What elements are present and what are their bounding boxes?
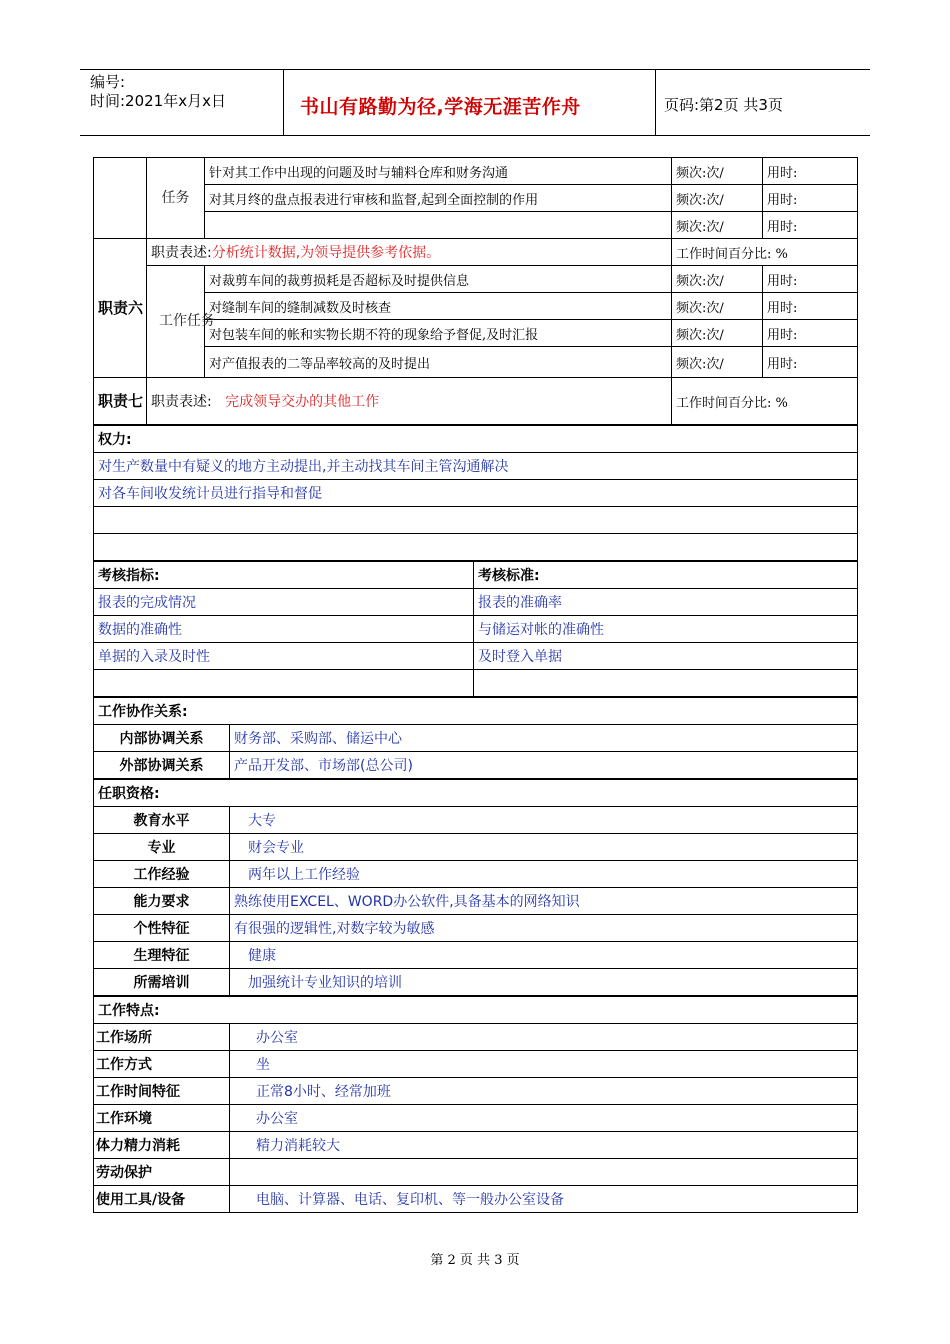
task-text: 对产值报表的二等品率较高的及时提出 bbox=[205, 347, 672, 378]
table-row bbox=[94, 807, 858, 834]
feature-label: 工作时间特征 bbox=[94, 1078, 230, 1105]
duty6-description bbox=[147, 239, 672, 266]
list-item bbox=[94, 507, 858, 534]
assessment-standard-title: 考核标准: bbox=[474, 561, 858, 589]
task-text: 对缝制车间的缝制减数及时核查 bbox=[205, 293, 672, 320]
feature-value bbox=[230, 1159, 858, 1186]
feature-value: 电脑、计算器、电话、复印机、等一般办公室设备 bbox=[230, 1186, 858, 1213]
indicator-cell: 报表的完成情况 bbox=[94, 589, 474, 616]
power-item bbox=[94, 534, 858, 562]
feature-value: 办公室 bbox=[230, 1024, 858, 1051]
header-top-rule bbox=[80, 69, 870, 70]
qualification-value: 熟练使用EXCEL、WORD办公软件,具备基本的网络知识 bbox=[230, 888, 858, 915]
cooperation-title: 工作协作关系: bbox=[94, 697, 858, 725]
feature-value: 精力消耗较大 bbox=[230, 1132, 858, 1159]
doc-number-label: 编号: bbox=[90, 73, 126, 91]
duty-cont-side bbox=[94, 158, 147, 239]
feature-value: 坐 bbox=[230, 1051, 858, 1078]
cooperation-label: 外部协调关系 bbox=[94, 752, 230, 780]
table-row bbox=[94, 1078, 858, 1105]
header-bottom-rule bbox=[80, 135, 870, 136]
time-used-label: 用时: bbox=[763, 347, 858, 378]
duty6-label: 职责六 bbox=[94, 239, 147, 378]
qualification-label: 专业 bbox=[94, 834, 230, 861]
duty-task-row bbox=[94, 266, 858, 293]
table-row bbox=[94, 1159, 858, 1186]
duty-task-row bbox=[94, 212, 858, 239]
feature-label: 工作场所 bbox=[94, 1024, 230, 1051]
feature-label: 工作方式 bbox=[94, 1051, 230, 1078]
time-used-label: 用时: bbox=[763, 266, 858, 293]
table-row bbox=[94, 725, 858, 752]
power-title: 权力: bbox=[94, 425, 858, 453]
table-row bbox=[94, 1132, 858, 1159]
table-row bbox=[94, 1051, 858, 1078]
page-number-label: 页码:第2页 共3页 bbox=[664, 96, 783, 114]
frequency-label: 频次:次/ bbox=[672, 293, 763, 320]
table-row bbox=[94, 1186, 858, 1213]
feature-label: 使用工具/设备 bbox=[94, 1186, 230, 1213]
feature-value: 正常8小时、经常加班 bbox=[230, 1078, 858, 1105]
feature-label: 工作环境 bbox=[94, 1105, 230, 1132]
table-row bbox=[94, 888, 858, 915]
cooperation-value: 产品开发部、市场部(总公司) bbox=[230, 752, 858, 780]
time-used-label: 用时: bbox=[763, 158, 858, 185]
standard-cell: 及时登入单据 bbox=[474, 643, 858, 670]
task-text: 对其月终的盘点报表进行审核和监督,起到全面控制的作用 bbox=[205, 185, 672, 212]
header-divider bbox=[283, 69, 284, 136]
job-description-table bbox=[93, 157, 858, 1213]
frequency-label: 频次:次/ bbox=[672, 266, 763, 293]
table-row bbox=[94, 1024, 858, 1051]
time-used-label: 用时: bbox=[763, 185, 858, 212]
power-item: 对生产数量中有疑义的地方主动提出,并主动找其车间主管沟通解决 bbox=[94, 453, 858, 480]
qualification-label: 教育水平 bbox=[94, 807, 230, 834]
table-row bbox=[94, 752, 858, 780]
header-motto: 书山有路勤为径,学海无涯苦作舟 bbox=[300, 96, 581, 118]
table-row bbox=[94, 589, 858, 616]
table-row bbox=[94, 616, 858, 643]
frequency-label: 频次:次/ bbox=[672, 347, 763, 378]
duty-task-row bbox=[94, 347, 858, 378]
feature-label: 劳动保护 bbox=[94, 1159, 230, 1186]
duty6-description-row bbox=[94, 239, 858, 266]
power-item bbox=[94, 507, 858, 534]
duty7-label: 职责七 bbox=[94, 378, 147, 426]
duty-task-row bbox=[94, 158, 858, 185]
time-used-label: 用时: bbox=[763, 320, 858, 347]
standard-cell: 与储运对帐的准确性 bbox=[474, 616, 858, 643]
qualification-label: 能力要求 bbox=[94, 888, 230, 915]
work-task-label: 工作任务 bbox=[147, 266, 205, 378]
list-item bbox=[94, 534, 858, 562]
description-label: 职责表述: bbox=[151, 394, 212, 410]
duty-task-row bbox=[94, 293, 858, 320]
table-row bbox=[94, 643, 858, 670]
qualification-label: 个性特征 bbox=[94, 915, 230, 942]
section-title-row bbox=[94, 425, 858, 453]
table-row bbox=[94, 915, 858, 942]
qualification-label: 工作经验 bbox=[94, 861, 230, 888]
duty7-description-text: 完成领导交办的其他工作 bbox=[225, 394, 380, 410]
frequency-label: 频次:次/ bbox=[672, 185, 763, 212]
cooperation-label: 内部协调关系 bbox=[94, 725, 230, 752]
list-item bbox=[94, 453, 858, 480]
duty-task-row bbox=[94, 185, 858, 212]
task-text: 针对其工作中出现的问题及时与辅料仓库和财务沟通 bbox=[205, 158, 672, 185]
table-row bbox=[94, 670, 858, 698]
qualification-value: 健康 bbox=[230, 942, 858, 969]
indicator-cell: 数据的准确性 bbox=[94, 616, 474, 643]
description-label: 职责表述: bbox=[151, 245, 212, 261]
qualification-title: 任职资格: bbox=[94, 779, 858, 807]
time-percentage-label: 工作时间百分比: % bbox=[672, 378, 858, 426]
header-divider bbox=[655, 69, 656, 136]
cooperation-value: 财务部、采购部、储运中心 bbox=[230, 725, 858, 752]
table-row bbox=[94, 1105, 858, 1132]
frequency-label: 频次:次/ bbox=[672, 320, 763, 347]
feature-label: 体力精力消耗 bbox=[94, 1132, 230, 1159]
duty7-row bbox=[94, 378, 858, 426]
qualification-value: 大专 bbox=[230, 807, 858, 834]
standard-cell: 报表的准确率 bbox=[474, 589, 858, 616]
qualification-label: 生理特征 bbox=[94, 942, 230, 969]
table-row bbox=[94, 834, 858, 861]
qualification-label: 所需培训 bbox=[94, 969, 230, 997]
qualification-value: 两年以上工作经验 bbox=[230, 861, 858, 888]
frequency-label: 频次:次/ bbox=[672, 158, 763, 185]
duty7-description bbox=[147, 378, 672, 426]
table-row bbox=[94, 861, 858, 888]
section-title-row bbox=[94, 996, 858, 1024]
task-text: 对包装车间的帐和实物长期不符的现象给予督促,及时汇报 bbox=[205, 320, 672, 347]
assessment-indicator-title: 考核指标: bbox=[94, 561, 474, 589]
section-title-row bbox=[94, 561, 858, 589]
standard-cell bbox=[474, 670, 858, 698]
time-used-label: 用时: bbox=[763, 212, 858, 239]
indicator-cell bbox=[94, 670, 474, 698]
task-label: 任务 bbox=[147, 158, 205, 239]
features-title: 工作特点: bbox=[94, 996, 858, 1024]
frequency-label: 频次:次/ bbox=[672, 212, 763, 239]
task-text: 对裁剪车间的裁剪损耗是否超标及时提供信息 bbox=[205, 266, 672, 293]
indicator-cell: 单据的入录及时性 bbox=[94, 643, 474, 670]
table-row bbox=[94, 969, 858, 997]
power-item: 对各车间收发统计员进行指导和督促 bbox=[94, 480, 858, 507]
section-title-row bbox=[94, 779, 858, 807]
duty-task-row bbox=[94, 320, 858, 347]
qualification-value: 加强统计专业知识的培训 bbox=[230, 969, 858, 997]
page-footer: 第 2 页 共 3 页 bbox=[430, 1253, 520, 1268]
time-percentage-label: 工作时间百分比: % bbox=[672, 239, 858, 266]
doc-time-label: 时间:2021年x月x日 bbox=[90, 92, 226, 110]
list-item bbox=[94, 480, 858, 507]
duty6-description-text: 分析统计数据,为领导提供参考依据。 bbox=[211, 245, 441, 261]
feature-value: 办公室 bbox=[230, 1105, 858, 1132]
table-row bbox=[94, 942, 858, 969]
task-text bbox=[205, 212, 672, 239]
qualification-value: 有很强的逻辑性,对数字较为敏感 bbox=[230, 915, 858, 942]
section-title-row bbox=[94, 697, 858, 725]
time-used-label: 用时: bbox=[763, 293, 858, 320]
qualification-value: 财会专业 bbox=[230, 834, 858, 861]
